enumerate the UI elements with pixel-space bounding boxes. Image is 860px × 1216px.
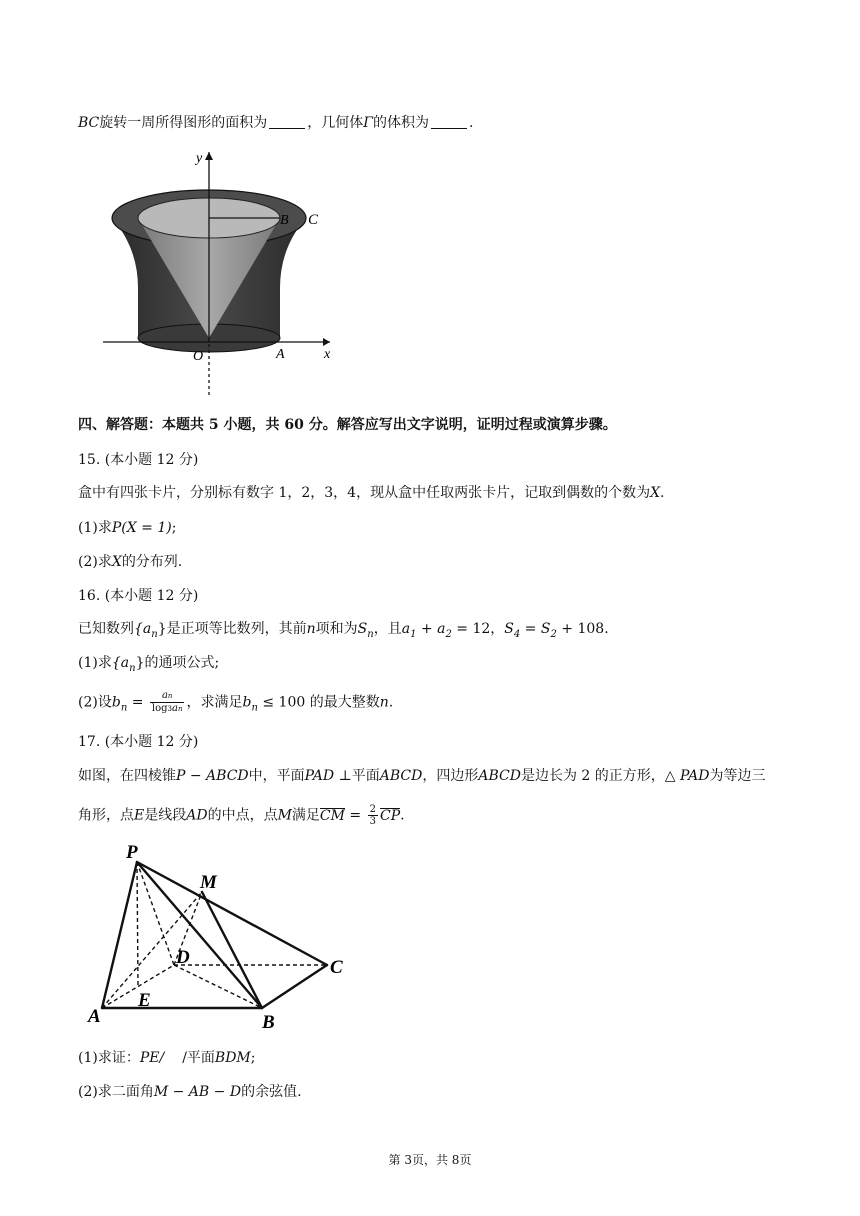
q17-l1-c: 中，平面 (248, 768, 305, 784)
q16-frac-num-sub: n (167, 692, 173, 700)
q17-p1-end: ; (250, 1050, 256, 1066)
figure-pyramid (82, 838, 362, 1034)
q16-eq2-rhs: + 108 (556, 621, 605, 637)
edge-pa (102, 862, 137, 1008)
q16-s4: ，且 (373, 621, 402, 637)
label-e: E (138, 990, 151, 1011)
q15-p1-label: (1)求 (78, 520, 112, 536)
q17-p2-label: (2)求二面角 (78, 1084, 154, 1100)
q17-l1-a: 如图，在四棱锥 (78, 768, 176, 784)
q17-fraction (368, 804, 378, 827)
q17-l1-b: P − ABCD (176, 768, 249, 784)
x-axis-arrow (323, 338, 330, 346)
q17-l1-d: PAD (304, 768, 335, 784)
figure-solid-of-revolution (98, 148, 348, 398)
q16-s2: 是正项等比数列，其前 (166, 621, 307, 637)
q16-eq2-sub1: 4 (513, 629, 521, 640)
q17-l1-h: ABCD (478, 768, 521, 784)
q17-l2-e: 的中点，点 (207, 807, 278, 824)
q17-p1-c: BDM (214, 1050, 251, 1066)
section-4-heading: 四、解答题：本题共 5 小题，共 60 分。解答应写出文字说明，证明过程或演算步骤。 (78, 417, 617, 433)
q16-eq1-sub1: 1 (410, 629, 417, 640)
q16-seq-sub: n (151, 629, 158, 640)
q17-l2-g: 满足 (291, 807, 320, 824)
q14-tail-line (78, 114, 473, 132)
label-d: D (176, 947, 190, 968)
q15-header: 15. (本小题 12 分) (78, 452, 199, 468)
q16-p2-ineq: ≤ 100 (257, 694, 310, 711)
segment-pe (137, 862, 138, 987)
q16-p2-text2: 的最大整数 (309, 694, 380, 711)
q15-p1-expr: P(X = 1) (111, 520, 172, 536)
q16-S: S (357, 621, 368, 637)
q17-l2-c: 是线段 (144, 807, 187, 824)
q16-p1-sub: n (129, 663, 136, 674)
q16-eq2-a: S (504, 621, 514, 637)
q15-p1-end: ; (171, 520, 177, 536)
q16-fraction (150, 690, 185, 715)
q16-seq: {a (134, 621, 152, 637)
q15-stem-var: X (650, 485, 661, 501)
q17-vector-cm: CM (319, 807, 345, 824)
label-m: M (200, 872, 217, 893)
q16-header: 16. (本小题 12 分) (78, 588, 199, 604)
q16-s5: ， (490, 621, 505, 637)
label-b: B (280, 213, 289, 228)
q14-gamma: Γ (363, 115, 373, 131)
q15-part-1 (78, 519, 176, 537)
q16-p2-text: ，求满足 (186, 694, 243, 711)
q16-s6: . (604, 621, 609, 637)
q16-s1: 已知数列 (78, 621, 134, 637)
q15-p2-label: (2)求 (78, 554, 112, 570)
q16-part-1 (78, 654, 219, 678)
q16-p1-text: 的通项公式; (144, 655, 220, 671)
q17-l1-e: ⊥平面 (334, 768, 380, 784)
q14-blank-1 (269, 114, 305, 129)
q17-frac-den: 3 (369, 816, 376, 827)
label-c: C (308, 212, 319, 228)
q16-eq1-sub2: 2 (445, 629, 452, 640)
q17-vector-cp: CP (379, 807, 401, 824)
q16-p2-n: n (379, 694, 389, 711)
q14-text1: 旋转一周所得图形的面积为 (99, 115, 268, 131)
q17-l2-f: M (277, 807, 292, 824)
q17-l1-f: ABCD (379, 768, 423, 784)
q17-stem-line-1 (78, 767, 765, 785)
q16-eq1-rhs: = 12 (451, 621, 491, 637)
q16-frac-den: log (151, 703, 168, 714)
q16-s3: 项和为 (315, 621, 358, 637)
q17-l1-g: ，四边形 (422, 768, 479, 784)
q17-l2-b: E (134, 807, 145, 824)
q17-p1-a: PE/ (139, 1050, 165, 1066)
q16-p1-label: (1)求 (78, 655, 112, 671)
q14-var-bc: BC (78, 115, 100, 131)
q16-p2-eq: = (127, 694, 148, 711)
label-c: C (330, 957, 343, 978)
q14-text3: 的体积为 (372, 115, 429, 131)
label-a: A (88, 1006, 101, 1027)
edge-bc (262, 965, 327, 1008)
q16-eq2-mid: = S (520, 621, 551, 637)
q14-blank-2 (431, 114, 467, 129)
q16-n: n (306, 621, 316, 637)
q16-p2-end: . (388, 694, 394, 711)
q16-eq1: a (401, 621, 411, 637)
q17-p2-expr: M − AB − D (153, 1084, 242, 1100)
q15-stem-text: 盒中有四张卡片，分别标有数字 1，2，3，4，现从盒中任取两张卡片，记取到偶数的个数为 (78, 485, 651, 501)
q17-l2-eq: = (344, 807, 366, 824)
label-a: A (276, 347, 285, 362)
label-y: y (196, 151, 203, 166)
q17-l1-i: 是边长为 2 的正方形， (520, 768, 665, 784)
q17-header: 17. (本小题 12 分) (78, 734, 199, 750)
q17-l2-d: AD (186, 807, 208, 824)
q16-frac-den-a: a (172, 703, 178, 714)
q16-p1-seq: {a (111, 655, 130, 671)
q17-l2-a: 角形，点 (78, 807, 134, 824)
y-axis-arrow (205, 152, 213, 160)
q17-part-1 (78, 1049, 256, 1067)
q16-frac-den-asub: n (177, 705, 183, 713)
q14-text2: 几何体 (321, 115, 364, 131)
q16-S-sub: n (367, 629, 374, 640)
q16-seq-close: } (157, 621, 167, 637)
q16-frac-den-sub: 3 (167, 705, 172, 713)
q15-p2-text: 的分布列. (121, 554, 183, 570)
q15-stem (78, 484, 665, 502)
label-o: O (193, 349, 204, 364)
diag-db (174, 965, 262, 1008)
edge-pd (137, 862, 174, 965)
q16-frac-num: a (161, 690, 168, 701)
label-p: P (126, 842, 138, 863)
q17-p1-label: (1)求证： (78, 1050, 140, 1066)
page-footer: 第 3页，共 8页 (388, 1153, 472, 1167)
q17-frac-num: 2 (369, 804, 376, 815)
q16-p2-b: b (111, 694, 121, 711)
q16-part-2 (78, 690, 393, 718)
label-x: x (324, 347, 331, 362)
q17-l2-end: . (400, 807, 405, 824)
q17-l1-j: △ PAD (664, 768, 710, 784)
q16-eq2-sub2: 2 (550, 629, 557, 640)
q17-part-2 (78, 1083, 302, 1101)
q14-sep: ， (307, 115, 322, 131)
q16-stem (78, 620, 609, 644)
q15-part-2 (78, 553, 182, 571)
q15-p2-var: X (111, 554, 122, 570)
q16-p1-close: } (135, 655, 145, 671)
q17-p2-text: 的余弦值. (241, 1084, 302, 1100)
q16-p2-b2: b (242, 694, 252, 711)
q16-p2-bsub: n (120, 702, 128, 714)
q17-p1-b: /平面 (182, 1050, 215, 1066)
label-b: B (262, 1012, 275, 1033)
q16-p2-label: (2)设 (78, 694, 112, 711)
q16-p2-b2sub: n (251, 702, 258, 714)
q16-eq1-mid: + a (416, 621, 446, 637)
q17-stem-line-2 (78, 804, 405, 827)
q14-end: . (468, 115, 474, 131)
q17-l1-k: 为等边三 (709, 768, 766, 784)
q15-stem-end: . (660, 485, 665, 501)
